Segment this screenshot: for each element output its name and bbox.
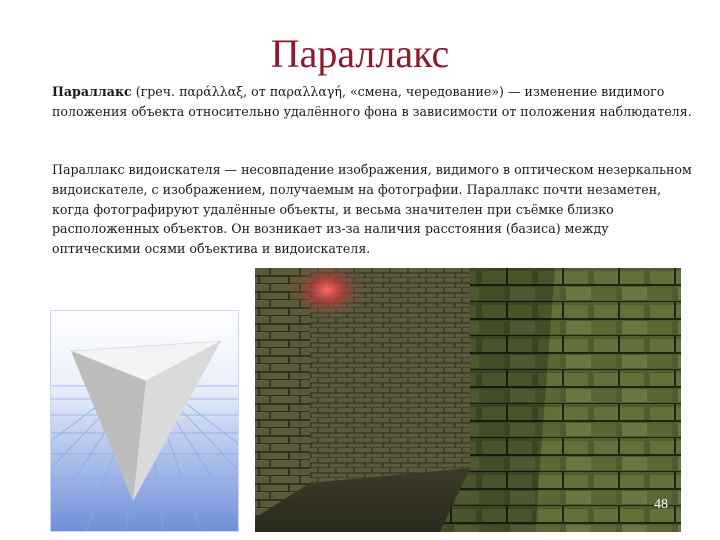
definition-paragraph — [52, 82, 692, 122]
page-number: 48 — [654, 497, 668, 512]
definition-term: Параллакс — [52, 84, 132, 99]
viewfinder-paragraph: Параллакс видоискателя — несовпадение изображения, видимого в оптическом незеркальном видоискателе, с изображением, получаемым на фотографии. Параллакс почти незаметен, когда фотографируют удалённые объекты, и весьма значителен при съёмке близко расположенных объектов. Он возникает из-за наличия расстояния (базиса) между оптическими осями объектива и видоискателя. — [52, 162, 692, 257]
definition-text: (греч. παράλλαξ, от παραλλαγή, «смена, чередование») — изменение видимого положения объекта относительно удалённого фона в зависимости от положения наблюдателя. — [52, 84, 692, 119]
parallax-cube-illustration — [50, 310, 239, 532]
dungeon-corridor-render — [255, 268, 681, 532]
slide-title: Параллакс — [270, 31, 450, 76]
